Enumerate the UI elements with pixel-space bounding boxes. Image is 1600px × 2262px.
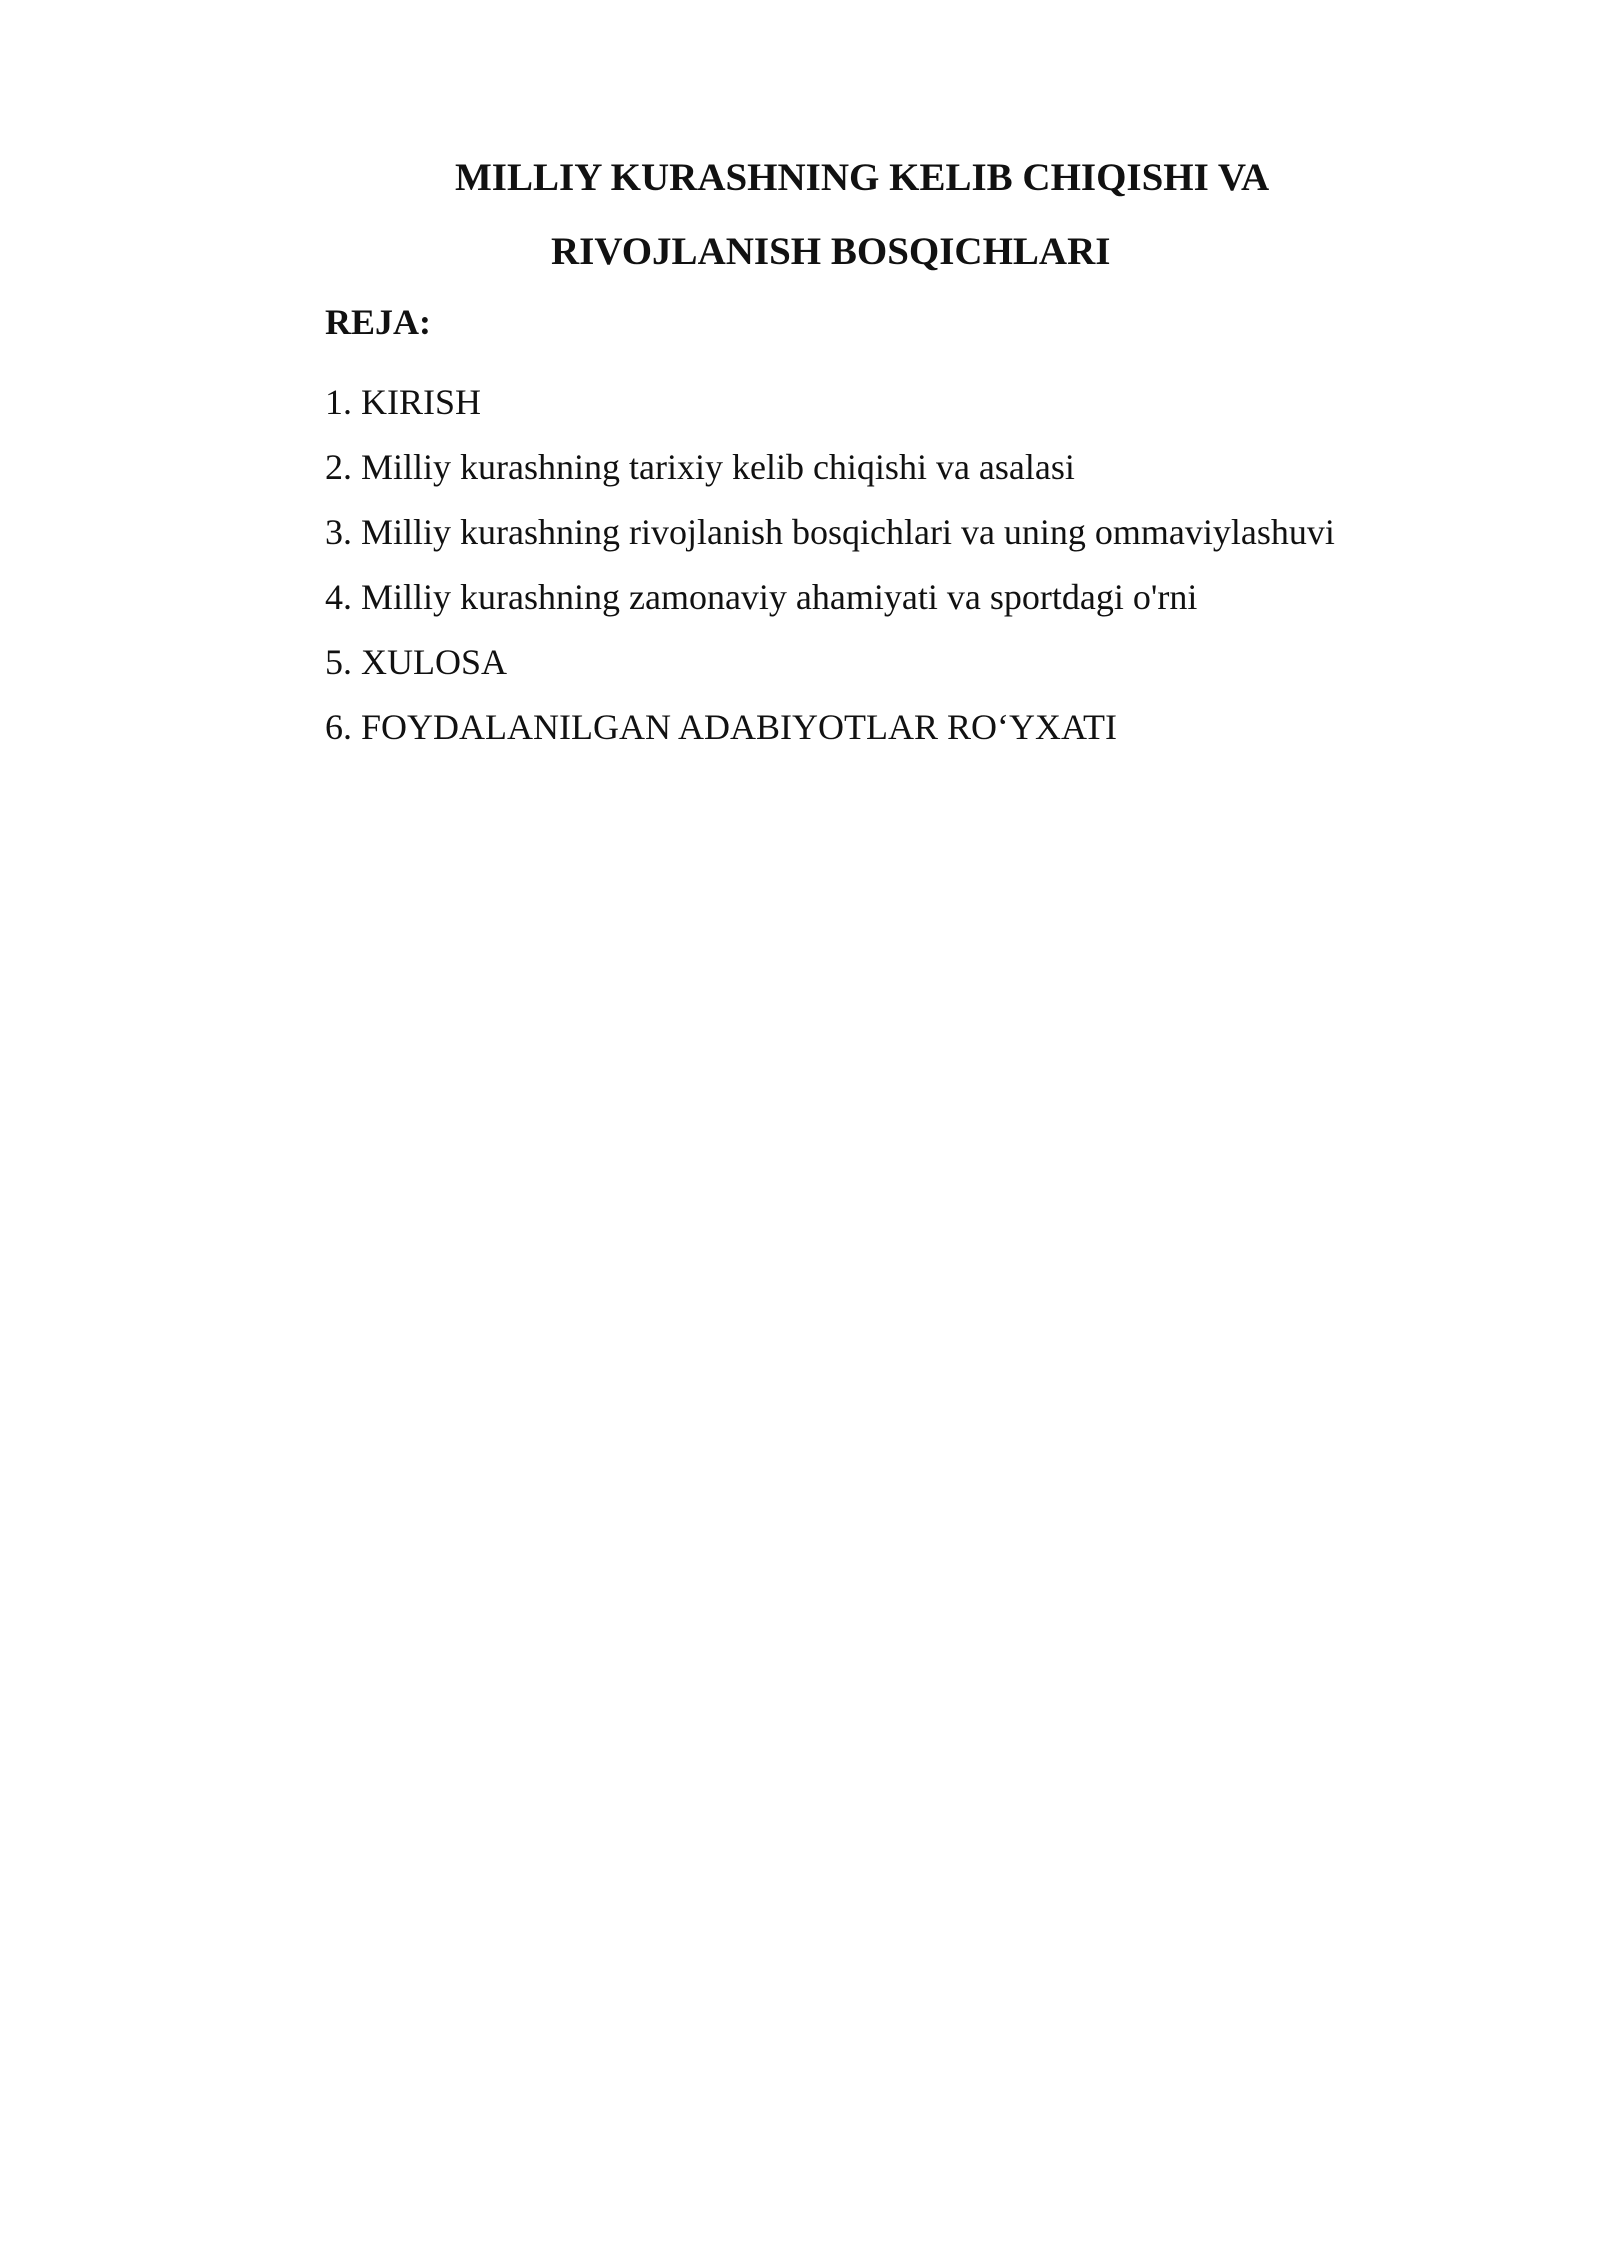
plan-item-conclusion: 5. XULOSA [325,642,508,682]
document-title-line-1: MILLIY KURASHNING KELIB CHIQISHI VA [455,156,1270,199]
plan-item-introduction: 1. KIRISH [325,382,482,422]
plan-item-modern-significance: 4. Milliy kurashning zamonaviy ahamiyati va sportdagi o'rni [325,577,1198,617]
plan-list [325,370,1335,760]
document-title-line-2: RIVOJLANISH BOSQICHLARI [551,230,1111,273]
plan-item-references: 6. FOYDALANILGAN ADABIYOTLAR RO‘YXATI [325,707,1117,747]
plan-item-origin: 2. Milliy kurashning tarixiy kelib chiqishi va asalasi [325,447,1075,487]
plan-item-development-stages: 3. Milliy kurashning rivojlanish bosqichlari va uning ommaviylashuvi [325,512,1335,552]
plan-heading: REJA: [325,302,431,342]
